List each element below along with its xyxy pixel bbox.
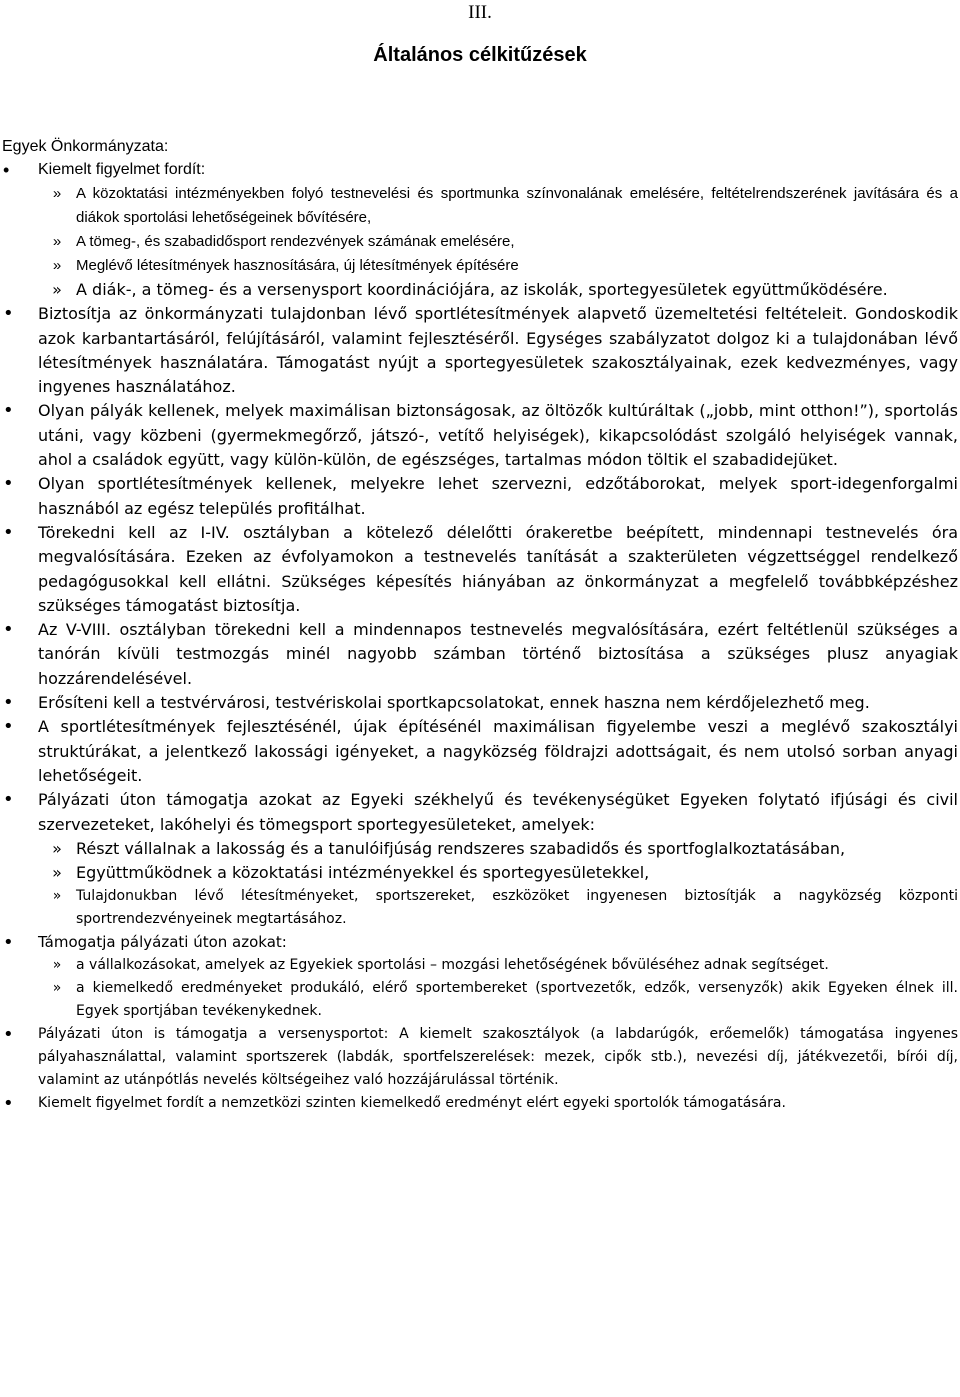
- sub-item: » Tulajdonukban lévő létesítményeket, sportszereket, eszközöket ingyenesen biztosítják a nagyközség központi sportrendezvényeinek megtartásához.: [38, 885, 958, 931]
- goals-list: [0, 158, 958, 1115]
- sub-item: » A közoktatási intézményekben folyó testnevelési és sportmunka színvonalának emelésére, feltételrendszerének javítására és a diákok sportolási lehetőségeinek bővítésére,: [38, 182, 958, 230]
- goal-text: Pályázati úton támogatja azokat az Egyeki székhelyű és tevékenységüket Egyeken folytató ifjúsági és civil szervezeteket, lakóhelyi és tömegsport sportegyesületeket, amelyek:: [38, 790, 958, 834]
- goal-item: [0, 399, 958, 472]
- goal-item: [0, 715, 958, 788]
- sub-item: » Együttműködnek a közoktatási intézményekkel és sportegyesületekkel,: [38, 861, 958, 885]
- goal-item: [0, 788, 958, 931]
- goal-text: Kiemelt figyelmet fordít:: [38, 161, 206, 178]
- goal-item: [0, 472, 958, 521]
- page-title: Általános célkitűzések: [373, 44, 587, 66]
- intro-label: Egyek Önkormányzata:: [2, 138, 169, 155]
- goal-item: [0, 931, 958, 1023]
- sub-item: » A tömeg-, és szabadidősport rendezvények számának emelésére,: [38, 230, 958, 254]
- goal-text: Erősíteni kell a testvérvárosi, testvériskolai sportkapcsolatokat, ennek haszna nem kérdőjelezhető meg.: [38, 693, 870, 713]
- goal-text: Olyan sportlétesítmények kellenek, melyekre lehet szervezni, edzőtáborokat, melyek sport-idegenforgalmi hasznából az egész település profitálhat.: [38, 474, 958, 518]
- sub-list: [38, 954, 958, 1023]
- sub-item: » Részt vállalnak a lakosság és a tanulóifjúság rendszeres szabadidős és sportfoglalkoztatásában,: [38, 837, 958, 861]
- document-body: [0, 136, 958, 1115]
- sub-item: » Meglévő létesítmények hasznosítására, új létesítmények építésére: [38, 254, 958, 278]
- sub-list: [38, 837, 958, 931]
- goal-item: [0, 1023, 958, 1092]
- sub-item: » A diák-, a tömeg- és a versenysport koordinációjára, az iskolák, sportegyesületek együttműködésére.: [38, 278, 958, 302]
- goal-text: Törekedni kell az I-IV. osztályban a kötelező délelőtti órakeretbe beépített, mindennapi testnevelés óra megvalósítására. Ezeken az évfolyamokon a testnevelés tanítását a szakterületen végzettséggel rendelkező pedagógusokkal kell ellátni. Szükséges képesítés hiányában az önkormányzat a megfelelő továbbképzéshez szükséges támogatást biztosítja.: [38, 522, 958, 615]
- page-number: III.: [468, 2, 492, 23]
- goal-item: [0, 302, 958, 399]
- sub-item: » a vállalkozásokat, amelyek az Egyekiek sportolási – mozgási lehetőségének bővüléséhez adnak segítséget.: [38, 954, 958, 977]
- goal-text: Támogatja pályázati úton azokat:: [38, 932, 287, 951]
- goal-text: Olyan pályák kellenek, melyek maximálisan biztonságosak, az öltözők kultúráltak („jobb, mint otthon!”), sportolás utáni, vagy közbeni (gyermekmegőrző, játszó-, vetítő helyiségek), kikapcsolódást szolgáló helyiségek vannak, ahol a családok együtt, vagy külön-külön, de egészséges, tartalmas módon töltik el szabadidejüket.: [38, 401, 958, 470]
- goal-text: Pályázati úton is támogatja a versenysportot: A kiemelt szakosztályok (a labdarúgók, erőemelők) támogatása ingyenes pályahasználattal, valamint sportszerek (labdák, sportfelszerelések: mezek, cipők stb.), nevezési díj, játékvezetői, bírói díj, valamint az utánpótlás nevelés költségeihez való hozzájárulással történik.: [38, 1025, 958, 1088]
- sub-list: [38, 182, 958, 302]
- goal-text: Biztosítja az önkormányzati tulajdonban lévő sportlétesítmények alapvető üzemeltetési feltételeit. Gondoskodik azok karbantartásáról, felújításáról, valamint fejlesztéséről. Egységes szabályzatot dolgoz ki a tulajdonában lévő létesítmények használatára. Támogatást nyújt a sportegyesületek szakosztályainak, ezek kedvezményes, vagy ingyenes használatához.: [38, 304, 958, 397]
- goal-item: [0, 618, 958, 691]
- goal-item: [0, 1092, 958, 1115]
- goal-item: [0, 691, 958, 715]
- goal-item: [0, 158, 958, 302]
- goal-text: A sportlétesítmények fejlesztésénél, újak építésénél maximálisan figyelembe veszi a meglévő szakosztályi struktúrákat, a jelentkező lakossági igényeket, a nagyközség földrajzi adottságait, és nem utolsó sorban anyagi lehetőségeit.: [38, 717, 958, 785]
- goal-text: Kiemelt figyelmet fordít a nemzetközi szinten kiemelkedő eredményt elért egyeki sportolók támogatására.: [38, 1094, 786, 1111]
- goal-text: Az V-VIII. osztályban törekedni kell a mindennapos testnevelés megvalósítására, ezért feltétlenül szükséges a tanórán kívüli testmozgás minél nagyobb számban történő biztosítása a szükséges plusz anyagiak hozzárendelésével.: [38, 620, 958, 688]
- goal-item: [0, 521, 958, 618]
- sub-item: » a kiemelkedő eredményeket produkáló, elérő sportembereket (sportvezetők, edzők, versenyzők) akik Egyeken élnek ill. Egyek sportjában tevékenykednek.: [38, 977, 958, 1023]
